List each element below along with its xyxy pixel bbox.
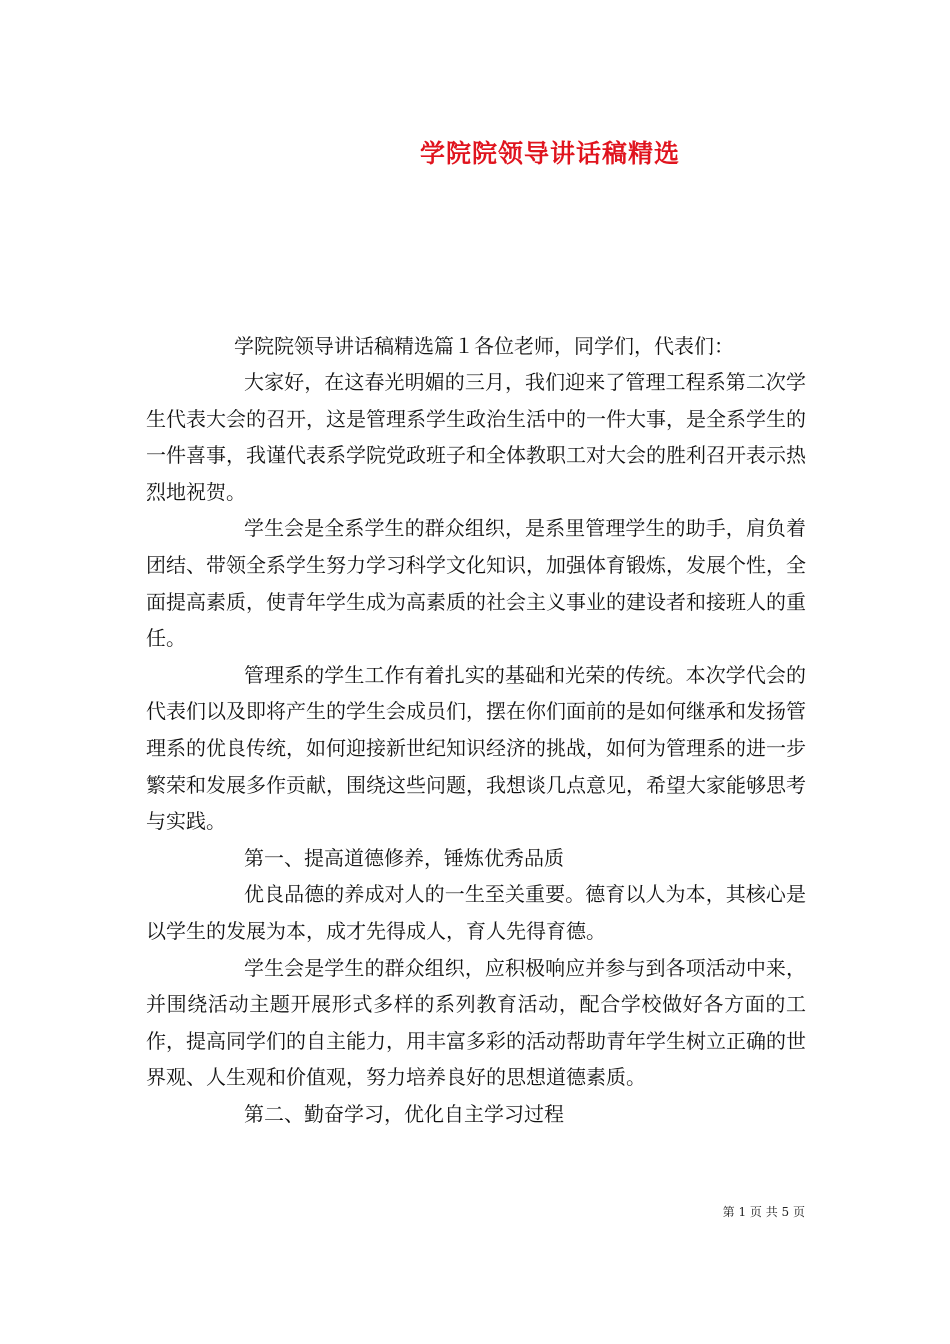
paragraph: 学生会是学生的群众组织，应积极响应并参与到各项活动中来，并围绕活动主题开展形式多样的系列教育活动，配合学校做好各方面的工作，提高同学们的自主能力，用丰富多彩的活动帮助青年学生树立正确的世界观、人生观和价值观，努力培养良好的思想道德素质。 xyxy=(146,955,806,1090)
intro-line: 学院院领导讲话稿精选篇１各位老师，同学们，代表们： xyxy=(234,334,734,358)
paragraph: 管理系的学生工作有着扎实的基础和光荣的传统。本次学代会的代表们以及即将产生的学生会成员们，摆在你们面前的是如何继承和发扬管理系的优良传统，如何迎接新世纪知识经济的挑战，如何为管理系的进一步繁荣和发展多作贡献，围绕这些问题，我想谈几点意见，希望大家能够思考与实践。 xyxy=(146,662,806,834)
section-heading: 第一、提高道德修养，锤炼优秀品质 xyxy=(244,845,564,870)
paragraph: 学生会是全系学生的群众组织，是系里管理学生的助手，肩负着团结、带领全系学生努力学习科学文化知识，加强体育锻炼，发展个性，全面提高素质，使青年学生成为高素质的社会主义事业的建设者和接班人的重任。 xyxy=(146,516,806,651)
paragraph: 优良品德的养成对人的一生至关重要。德育以人为本，其核心是以学生的发展为本，成才先得成人，育人先得育德。 xyxy=(146,882,806,943)
document-title: 学院院领导讲话稿精选 xyxy=(419,139,680,168)
page-number-footer: 第 1 页 共 5 页 xyxy=(722,1205,805,1219)
paragraph: 大家好，在这春光明媚的三月，我们迎来了管理工程系第二次学生代表大会的召开，这是管理系学生政治生活中的一件大事，是全系学生的一件喜事，我谨代表系学院党政班子和全体教职工对大会的胜利召开表示热烈地祝贺。 xyxy=(146,370,806,504)
document-body xyxy=(146,364,806,1132)
section-heading: 第二、勤奋学习，优化自主学习过程 xyxy=(244,1101,564,1126)
